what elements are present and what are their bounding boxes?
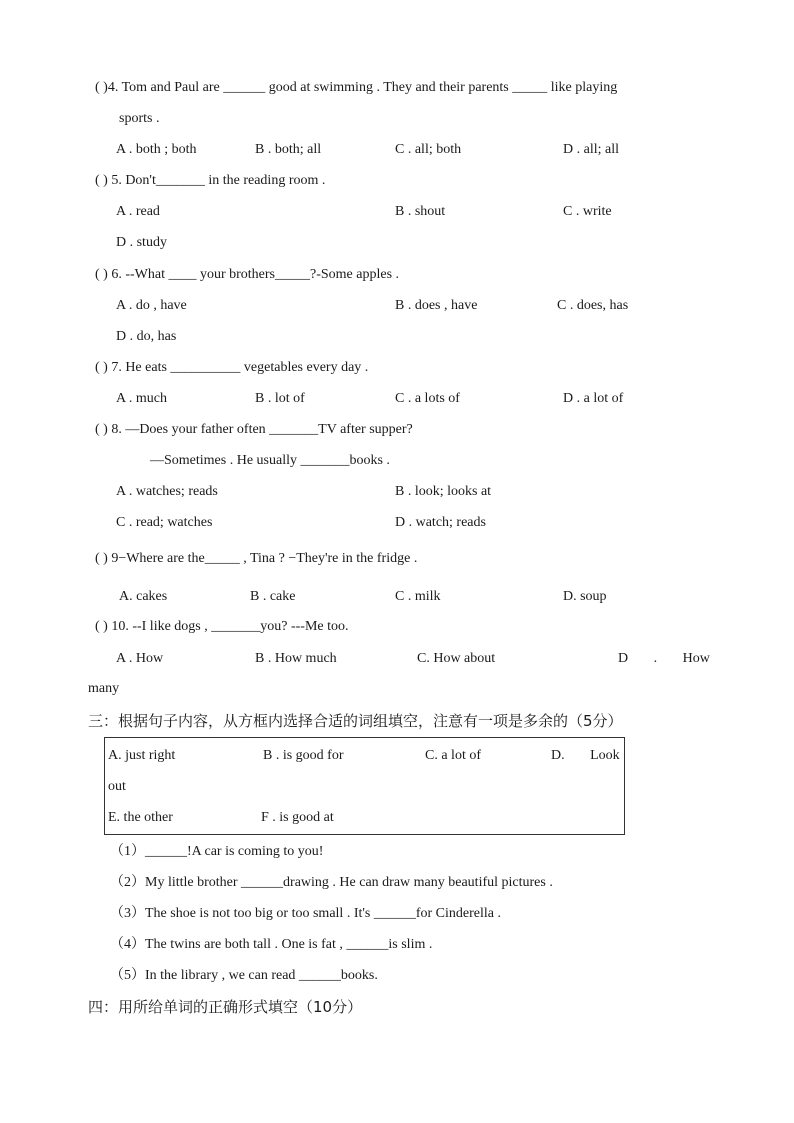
section3-item-1: （1）______!A car is coming to you! xyxy=(110,844,324,859)
q10-option-d: D . How xyxy=(618,651,710,666)
q7-option-a: A . much xyxy=(116,391,167,406)
q4-option-d: D . all; all xyxy=(563,142,619,157)
phrase-option-c: C. a lot of xyxy=(425,748,481,763)
q4-option-a: A . both ; both xyxy=(116,142,197,157)
q9-stem: ( ) 9−Where are the_____ , Tina ? −They're in the fridge . xyxy=(95,551,418,566)
q6-option-c: C . does, has xyxy=(557,298,629,313)
q10-option-c: C. How about xyxy=(417,651,496,666)
q4-option-c: C . all; both xyxy=(395,142,462,157)
q8-option-c: C . read; watches xyxy=(116,515,213,530)
section3-item-2: （2）My little brother ______drawing . He can draw many beautiful pictures . xyxy=(110,875,553,890)
q7-option-d: D . a lot of xyxy=(563,391,624,406)
q6-stem: ( ) 6. --What ____ your brothers_____?-Some apples . xyxy=(95,267,400,282)
q9-option-c: C . milk xyxy=(395,589,441,604)
phrase-box xyxy=(104,737,625,835)
q7-option-b: B . lot of xyxy=(255,391,305,406)
q5-option-a: A . read xyxy=(116,204,160,219)
phrase-option-d: D. Look xyxy=(551,748,620,763)
q4-stem-line1: ( )4. Tom and Paul are ______ good at swimming . They and their parents _____ like playing xyxy=(95,80,618,95)
q8-stem-line1: ( ) 8. —Does your father often _______TV after supper? xyxy=(95,422,413,437)
phrase-option-e: E. the other xyxy=(108,810,173,825)
q5-option-b: B . shout xyxy=(395,204,446,219)
q10-stem: ( ) 10. --I like dogs , _______you? ---Me too. xyxy=(95,619,349,634)
q6-option-a: A . do , have xyxy=(116,298,187,313)
q8-option-a: A . watches; reads xyxy=(116,484,218,499)
section3-title: 三：根据句子内容，从方框内选择合适的词组填空，注意有一项是多余的（5分） xyxy=(88,712,623,730)
q8-option-d: D . watch; reads xyxy=(395,515,486,530)
q8-option-b: B . look; looks at xyxy=(395,484,492,499)
q7-stem: ( ) 7. He eats __________ vegetables every day . xyxy=(95,360,369,375)
phrase-option-f: F . is good at xyxy=(261,810,334,825)
q4-option-b: B . both; all xyxy=(255,142,322,157)
q5-stem: ( ) 5. Don't_______ in the reading room . xyxy=(95,173,326,188)
q6-option-d: D . do, has xyxy=(116,329,177,344)
section4-title: 四：用所给单词的正确形式填空（10分） xyxy=(88,998,363,1016)
phrase-option-b: B . is good for xyxy=(263,748,344,763)
q7-option-c: C . a lots of xyxy=(395,391,460,406)
section3-item-5: （5）In the library , we can read ______books. xyxy=(110,968,378,983)
phrase-option-d-continued: out xyxy=(108,779,126,794)
section3-item-4: （4）The twins are both tall . One is fat , ______is slim . xyxy=(110,937,433,952)
q6-option-b: B . does , have xyxy=(395,298,478,313)
q5-option-d: D . study xyxy=(116,235,167,250)
q9-option-d: D. soup xyxy=(563,589,607,604)
q5-option-c: C . write xyxy=(563,204,612,219)
q10-option-d-continued: many xyxy=(88,681,120,696)
section3-item-3: （3）The shoe is not too big or too small . It's ______for Cinderella . xyxy=(110,906,501,921)
q9-option-a: A. cakes xyxy=(119,589,168,604)
q10-option-b: B . How much xyxy=(255,651,337,666)
q10-option-a: A . How xyxy=(116,651,164,666)
phrase-option-a: A. just right xyxy=(108,748,176,763)
q9-option-b: B . cake xyxy=(250,589,296,604)
q8-stem-line2: —Sometimes . He usually _______books . xyxy=(150,453,390,468)
q4-stem-line2: sports . xyxy=(119,111,160,126)
